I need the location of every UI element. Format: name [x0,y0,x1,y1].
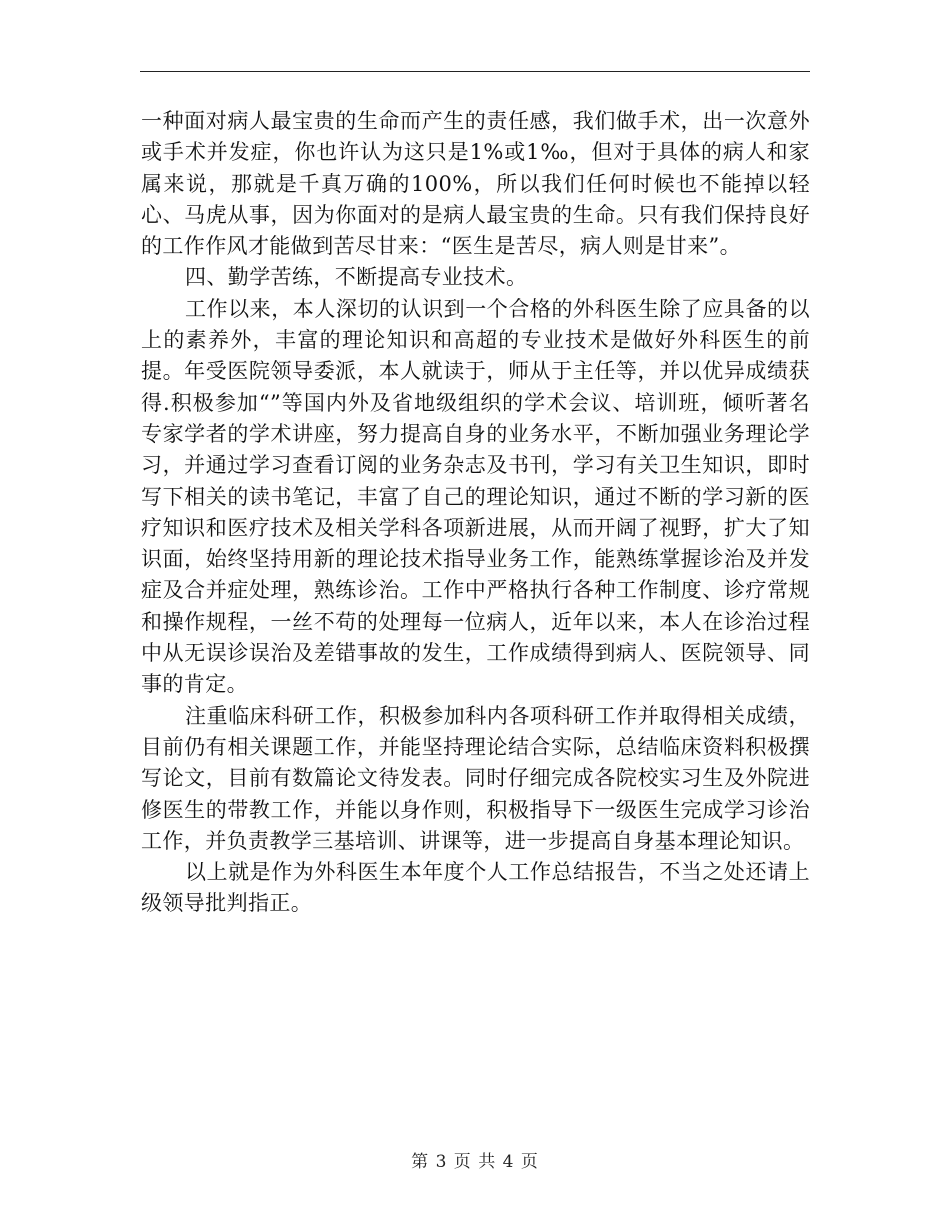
header-rule [140,71,810,72]
paragraph-study: 工作以来，本人深切的认识到一个合格的外科医生除了应具备的以上的素养外，丰富的理论知识和高超的专业技术是做好外科医生的前提。年受医院领导委派，本人就读于，师从于主任等，并以优异成绩获得.积极参加“”等国内外及省地级组织的学术会议、培训班，倾听著名专家学者的学术讲座，努力提高自身的业务水平，不断加强业务理论学习，并通过学习查看订阅的业务杂志及书刊，学习有关卫生知识，即时写下相关的读书笔记，丰富了自己的理论知识，通过不断的学习新的医疗知识和医疗技术及相关学科各项新进展，从而开阔了视野，扩大了知识面，始终坚持用新的理论技术指导业务工作，能熟练掌握诊治及并发症及合并症处理，熟练诊治。工作中严格执行各种工作制度、诊疗常规和操作规程，一丝不苟的处理每一位病人，近年以来，本人在诊治过程中从无误诊误治及差错事故的发生，工作成绩得到病人、医院领导、同事的肯定。 [141,296,810,697]
paragraph-closing: 以上就是作为外科医生本年度个人工作总结报告，不当之处还请上级领导批判指正。 [141,860,810,916]
section-heading: 四、勤学苦练，不断提高专业技术。 [185,265,528,290]
document-body [141,106,810,920]
paragraph-research: 注重临床科研工作，积极参加科内各项科研工作并取得相关成绩，目前仍有相关课题工作，并能坚持理论结合实际，总结临床资料积极撰写论文，目前有数篇论文待发表。同时仔细完成各院校实习生及外院进修医生的带教工作，并能以身作则，积极指导下一级医生完成学习诊治工作，并负责教学三基培训、讲课等，进一步提高自身基本理论知识。 [141,703,810,853]
paragraph-continuation: 一种面对病人最宝贵的生命而产生的责任感，我们做手术，出一次意外或手术并发症，你也许认为这只是1%或1‰，但对于具体的病人和家属来说，那就是千真万确的100%，所以我们任何时候也不能掉以轻心、马虎从事，因为你面对的是病人最宝贵的生命。只有我们保持良好的工作作风才能做到苦尽甘来：“医生是苦尽，病人则是甘来”。 [141,109,810,259]
page-number-footer: 第 3 页 共 4 页 [411,1152,539,1172]
